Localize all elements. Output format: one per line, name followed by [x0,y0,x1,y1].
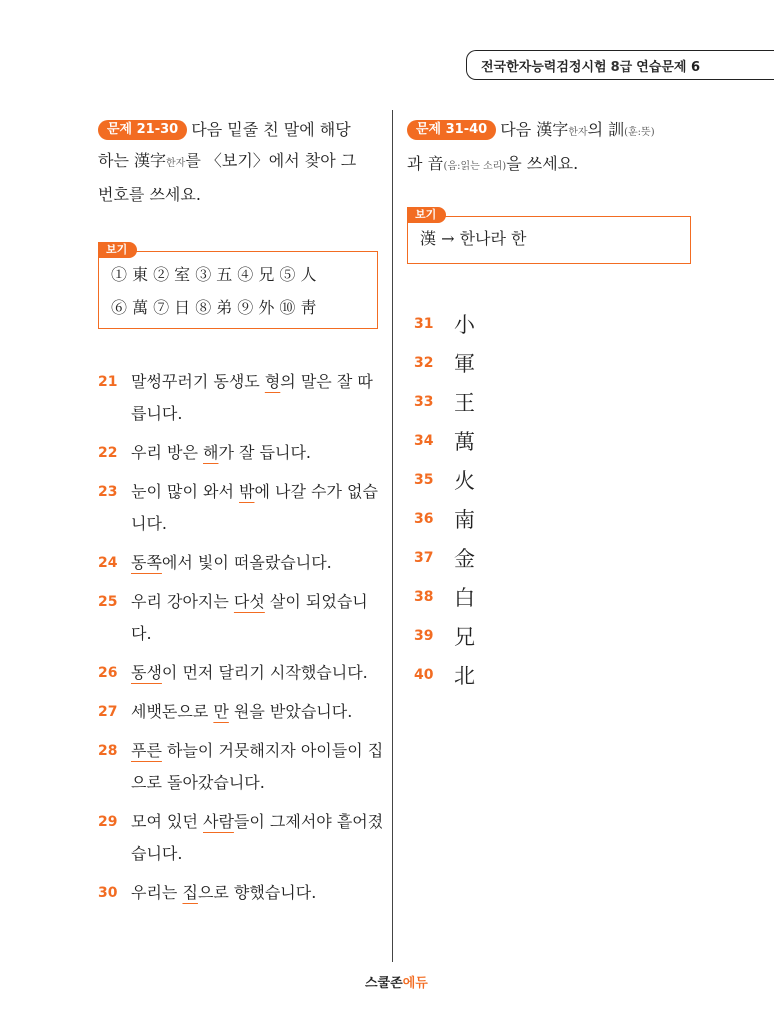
underlined-word: 해 [203,443,219,462]
hanja-item [414,382,475,421]
choice-item: ③ 五 [195,265,233,284]
hanja-item [414,499,475,538]
hanja-character: 火 [454,468,475,493]
question-text-part: 들이 그제서야 흩어졌습니다. [131,812,384,863]
question-text-part: 가 잘 듭니다. [218,443,312,462]
underlined-word: 동생 [131,663,162,682]
underlined-word: 푸른 [131,741,162,760]
underlined-word: 동쪽 [131,553,162,572]
question-text [131,366,386,430]
question-text [131,586,386,650]
problem-badge-21-30: 문제 21-30 [98,120,187,140]
question-number: 25 [98,594,118,610]
hanja-character: 小 [454,312,475,337]
hanja-item [414,343,475,382]
question-text [131,877,386,909]
choice-item: ⑨ 外 [237,298,275,317]
hanja-character: 萬 [454,429,475,454]
question-text [131,437,386,469]
choice-item: ⑥ 萬 [111,298,149,317]
left-bogi-box [98,243,378,329]
question-item [98,877,386,909]
question-number: 28 [98,743,118,759]
choice-item: ⑧ 弟 [195,298,233,317]
right-instruction: 문제 31-40 다음 漢字한자의 訓(훈:뜻) 과 音(음:읽는 소리)을 쓰세요. [407,120,655,173]
underlined-word: 형 [264,372,281,391]
question-item [98,586,386,650]
hanja-number: 35 [414,471,434,488]
hanja-number: 36 [414,510,434,527]
question-number: 22 [98,445,118,461]
choice-item: ⑤ 人 [279,265,317,284]
hanja-item [414,538,475,577]
hanja-item [414,655,475,694]
right-bogi-box [407,208,691,264]
question-number: 24 [98,555,118,571]
hanja-item [414,577,475,616]
question-item [98,366,386,430]
hanja-item [414,421,475,460]
question-text-part: 원을 받았습니다. [228,702,353,721]
question-number: 30 [98,885,118,901]
hanja-list [414,304,475,694]
underlined-word: 집 [182,883,198,902]
question-text-part: 이 먼저 달리기 시작했습니다. [161,663,368,682]
question-number: 29 [98,814,118,830]
choice-item: ② 室 [153,265,191,284]
bogi-label-right: 보기 [407,207,446,223]
page-header [466,50,774,80]
left-instruction: 문제 21-30 다음 밑줄 친 말에 해당 하는 漢字한자를 〈보기〉에서 찾아 그 번호를 쓰세요. [98,120,357,204]
question-text-part: 하늘이 거뭇해지자 아이들이 집으로 돌아갔습니다. [131,741,384,792]
question-text [131,735,386,799]
choices-row-2 [99,291,377,324]
question-item [98,735,386,799]
question-text [131,476,386,540]
question-text-part: 우리 방은 [131,443,203,462]
hanja-number: 37 [414,549,434,566]
question-text-part: 우리 강아지는 [131,592,234,611]
hanja-item [414,304,475,343]
hanja-number: 40 [414,666,434,683]
question-item [98,696,386,728]
choice-item: ⑦ 日 [153,298,191,317]
column-divider [392,110,393,962]
question-number: 27 [98,704,118,720]
question-number: 23 [98,484,118,500]
hanja-character: 南 [454,507,475,532]
question-text [131,696,386,728]
choice-item: ④ 兄 [237,265,275,284]
question-item [98,437,386,469]
question-text [131,806,386,870]
question-text-part: 에서 빛이 떠올랐습니다. [161,553,332,572]
underlined-word: 만 [213,702,229,721]
hanja-character: 白 [454,585,475,610]
question-text [131,547,386,579]
hanja-character: 金 [454,546,475,571]
question-text-part: 모여 있던 [131,812,203,831]
question-item [98,806,386,870]
underlined-word: 다섯 [233,592,265,611]
bogi-example: 漢 → 한나라 한 [420,229,527,248]
question-number: 26 [98,665,118,681]
hanja-item [414,616,475,655]
publisher-logo: 스쿨존에듀 [365,976,428,991]
hanja-number: 39 [414,627,434,644]
hanja-number: 32 [414,354,434,371]
hanja-number: 31 [414,315,434,332]
hanja-item [414,460,475,499]
question-text-part: 살이 되었습니다. [131,592,368,643]
question-text-part: 의 말은 잘 따릅니다. [131,372,373,423]
question-item [98,476,386,540]
hanja-character: 王 [454,390,475,415]
question-text-part: 세뱃돈으로 [131,702,214,721]
hanja-number: 38 [414,588,434,605]
question-text-part: 에 나갈 수가 없습니다. [131,482,378,533]
exam-title: 전국한자능력검정시험 [481,59,607,75]
question-text-part: 으로 향했습니다. [197,883,317,902]
question-text-part: 말썽꾸러기 동생도 [131,372,265,391]
question-number: 21 [98,374,118,390]
underlined-word: 밖 [239,482,255,501]
hanja-character: 北 [454,663,475,688]
choices-row-1 [99,258,377,291]
question-text [131,657,386,689]
choice-item: ⑩ 靑 [279,298,317,317]
hanja-number: 33 [414,393,434,410]
hanja-number: 34 [414,432,434,449]
hanja-character: 兄 [454,624,475,649]
problem-badge-31-40: 문제 31-40 [407,120,496,140]
exam-level: 8급 [610,59,633,75]
question-item [98,657,386,689]
exercise-set: 연습문제 6 [636,59,701,75]
question-list [98,366,386,916]
bogi-label: 보기 [98,242,137,258]
hanja-character: 軍 [454,351,475,376]
choice-item: ① 東 [111,265,149,284]
question-text-part: 우리는 [131,883,183,902]
underlined-word: 사람 [203,812,234,831]
question-text-part: 눈이 많이 와서 [131,482,239,501]
question-item [98,547,386,579]
